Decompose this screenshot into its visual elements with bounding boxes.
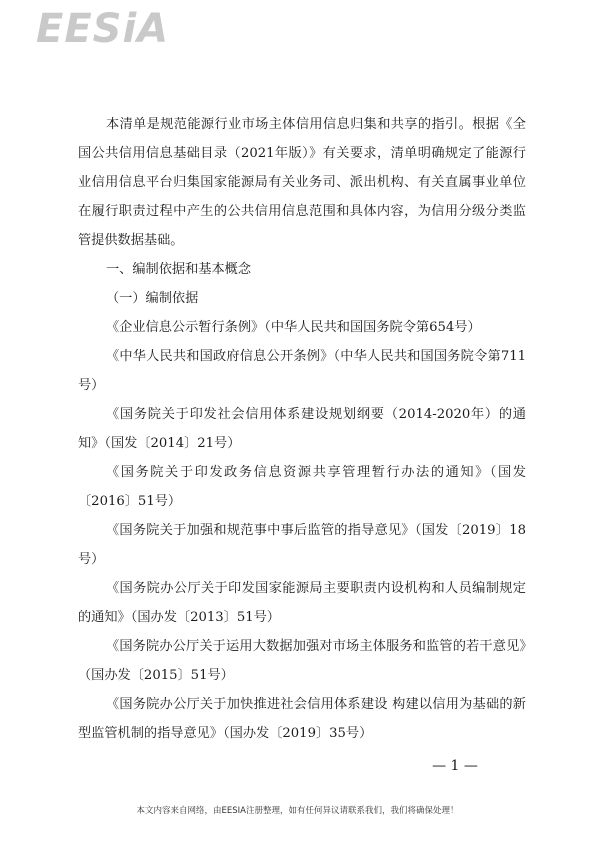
section-heading: 一、编制依据和基本概念 [106, 262, 252, 277]
page-number: — 1 — [432, 758, 478, 774]
document-body [78, 110, 526, 748]
reference-item: 《国务院关于加强和规范事中事后监管的指导意见》（国发〔2019〕18号） [78, 523, 526, 567]
reference-item: 《国务院关于印发政务信息资源共享管理暂行办法的通知》（国发〔2016〕51号） [78, 465, 526, 509]
reference-item: 《国务院办公厅关于印发国家能源局主要职责内设机构和人员编制规定的通知》（国办发〔2013〕51号） [78, 581, 526, 625]
reference-item: 《企业信息公示暂行条例》（中华人民共和国国务院令第654号） [106, 320, 481, 335]
reference-item: 《中华人民共和国政府信息公开条例》（中华人民共和国国务院令第711号） [78, 349, 526, 393]
intro-paragraph: 本清单是规范能源行业市场主体信用信息归集和共享的指引。根据《全国公共信用信息基础目录（2021年版）》有关要求，清单明确规定了能源行业信用信息平台归集国家能源局有关业务司、派出机构、有关直属事业单位在履行职责过程中产生的公共信用信息范围和具体内容，为信用分级分类监管提供数据基础。 [78, 117, 526, 248]
subsection-heading: （一）编制依据 [106, 291, 199, 306]
reference-item: 《国务院办公厅关于运用大数据加强对市场主体服务和监管的若干意见》（国办发〔2015〕51号） [78, 639, 526, 683]
eesia-logo: EESiA [36, 6, 170, 52]
reference-item: 《国务院办公厅关于加快推进社会信用体系建设 构建以信用为基础的新型监管机制的指导意见》（国办发〔2019〕35号） [78, 697, 526, 741]
footer-disclaimer: 本文内容来自网络，由EESIA注册整理，如有任何异议请联系我们，我们将确保处理！ [136, 806, 459, 816]
reference-item: 《国务院关于印发社会信用体系建设规划纲要（2014-2020年）的通知》（国发〔2014〕21号） [78, 407, 526, 451]
